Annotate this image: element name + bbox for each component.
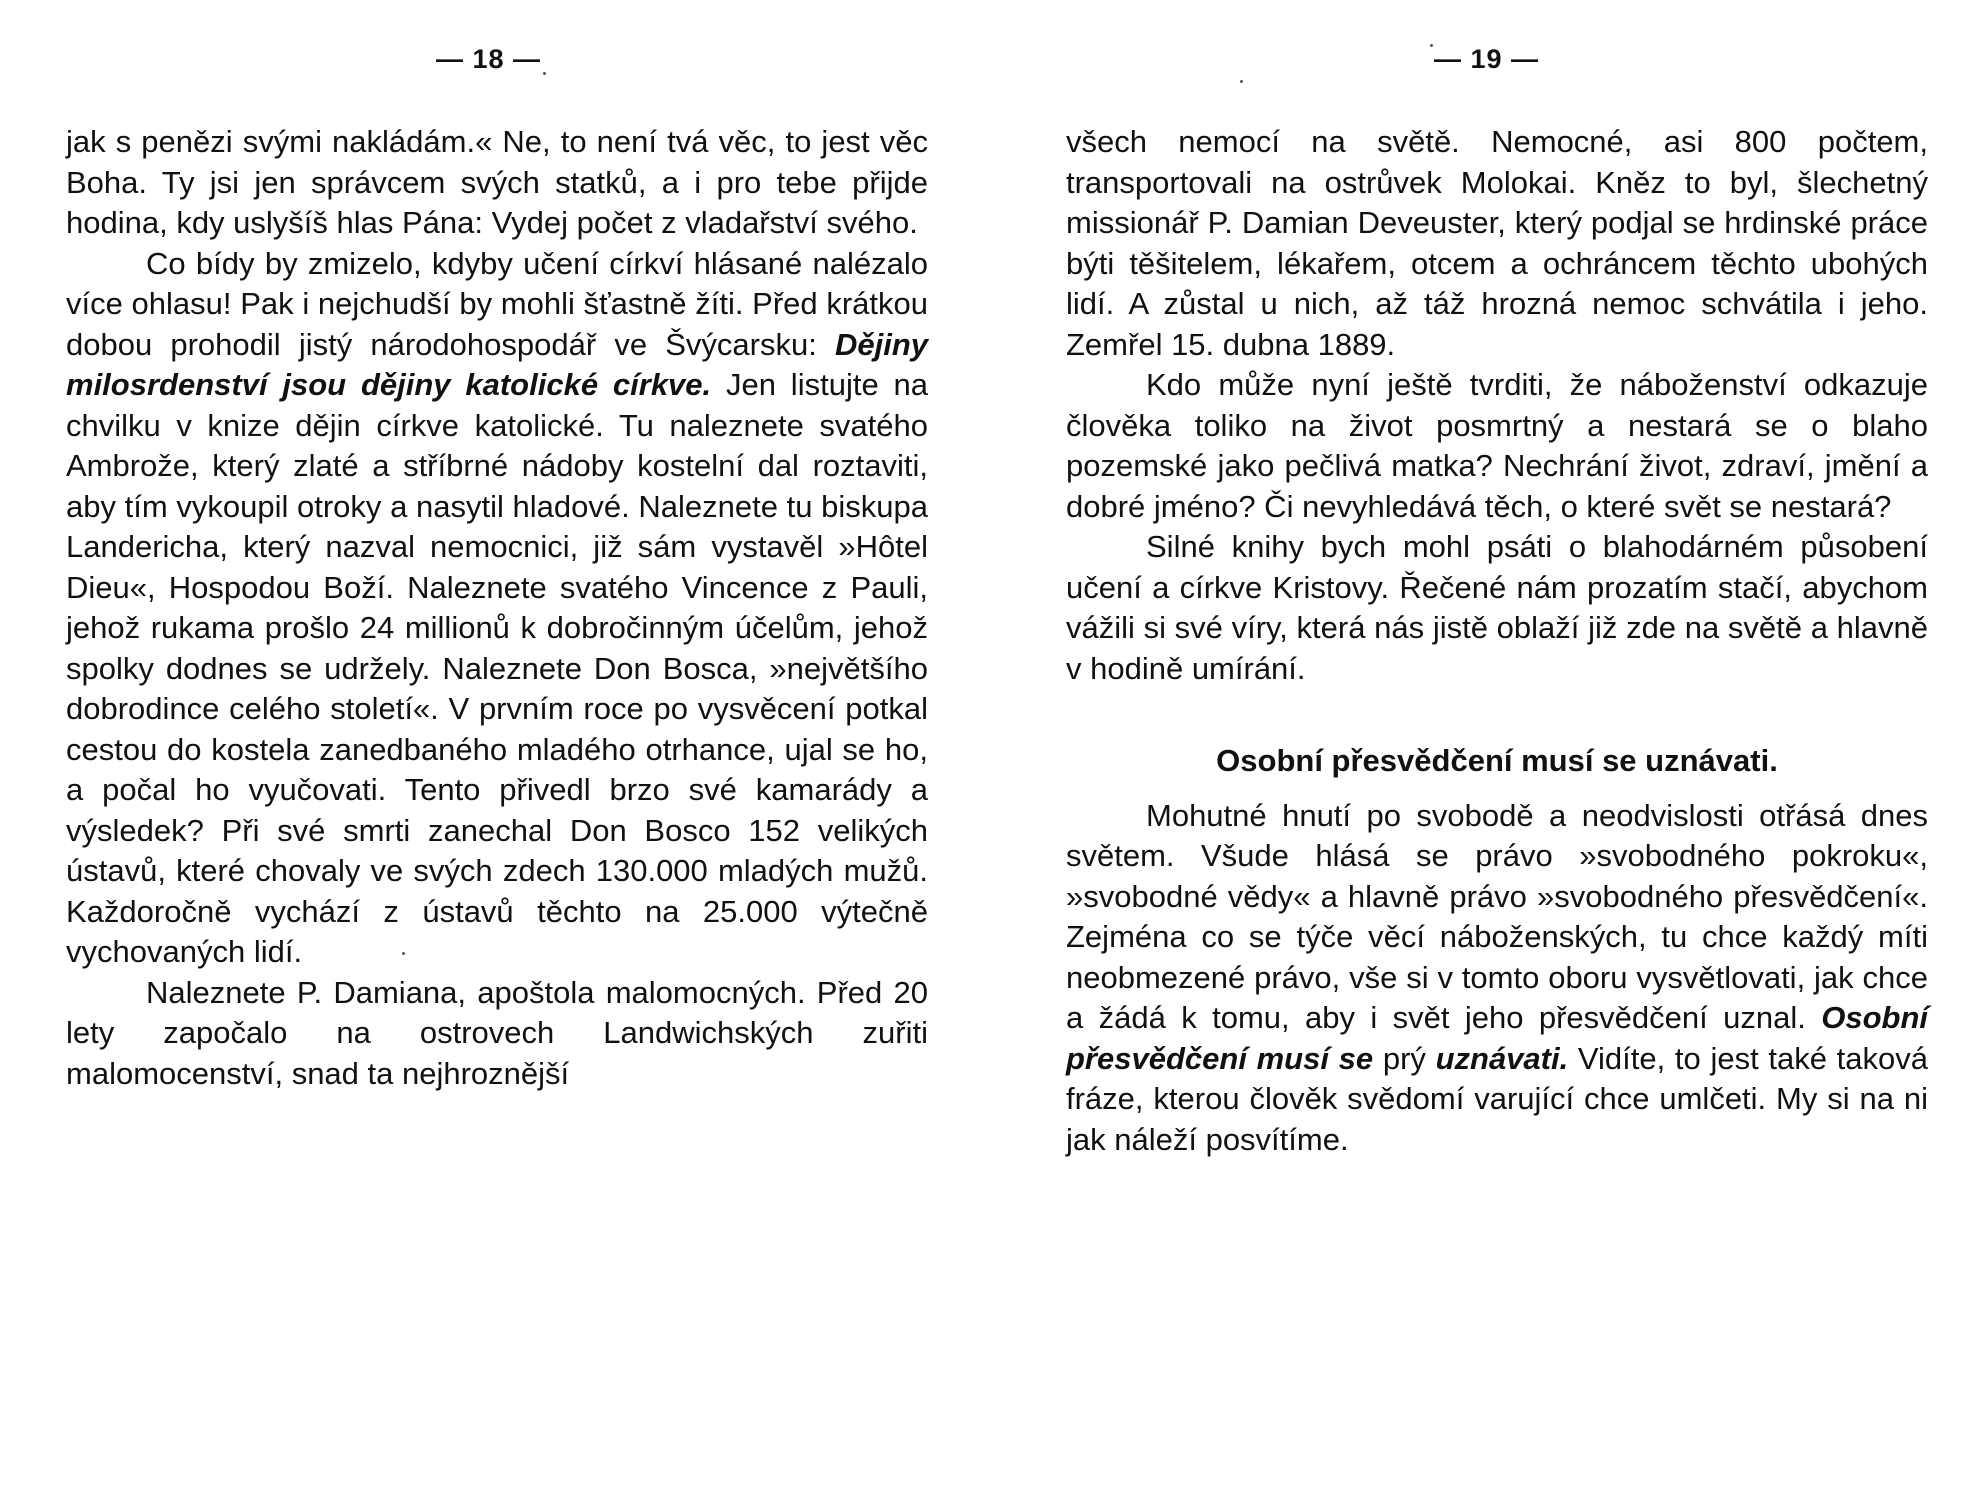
text-run: prý bbox=[1373, 1040, 1436, 1076]
text-run: Vidíte, to jest také taková fráze, kterou člověk svědomí varující chce umlčeti. My si na ni jak náleží posvítíme. bbox=[1066, 1040, 1928, 1157]
text-run: jak s penězi svými nakládám.« Ne, to není tvá věc, to jest věc Boha. Ty jsi jen správcem svých statků, a i pro tebe přijde hodina, kdy uslyšíš hlas Pána: Vydej počet z vladařství svého. bbox=[66, 124, 928, 240]
paper-speck bbox=[402, 952, 405, 955]
paragraph bbox=[1066, 122, 1928, 365]
paragraph bbox=[1066, 796, 1928, 1161]
right-page bbox=[988, 0, 1976, 1500]
text-run: Co bídy by zmizelo, kdyby učení církví hlásané nalézalo více ohlasu! Pak i nejchudší by mohli šťastně žíti. Před krátkou dobou prohodil jistý národohospodář ve Švýcarsku: bbox=[66, 245, 928, 362]
page-number: — 19 — bbox=[1434, 44, 1540, 74]
text-run: Naleznete P. Damiana, apoštola malomocných. Před 20 lety započalo na ostrovech Landwichských zuřiti malomocenství, snad ta nejhroznější bbox=[66, 974, 928, 1091]
text-run: všech nemocí na světě. Nemocné, asi 800 počtem, transportovali na ostrůvek Molokai. Kněz to byl, šlechetný missionář P. Damian Deveuster, který podjal se hrdinské práce býti těšitelem, lékařem, otcem a ochráncem těchto ubohých lidí. A zůstal u nich, až táž hrozná nemoc schvátila i jeho. Zemřel 15. dubna 1889. bbox=[1066, 124, 1928, 362]
text-run: Kdo může nyní ještě tvrditi, že náboženství odkazuje člověka toliko na život posmrtný a nestará se o blaho pozemské jako pečlivá matka? Nechrání život, zdraví, jmění a dobré jméno? Či nevyhledává těch, o které svět se nestará? bbox=[1066, 367, 1928, 524]
italic-phrase: Osobní přesvědčení musí se bbox=[1066, 1000, 1928, 1076]
body-text bbox=[66, 122, 928, 1094]
text-run: Silné knihy bych mohl psáti o blahodárném působení učení a církve Kristovy. Řečené nám prozatím stačí, abychom vážili si své víry, která nás jistě oblaží již zde na světě a hlavně v hodině umírání. bbox=[1066, 529, 1928, 686]
paragraph bbox=[66, 973, 928, 1095]
paragraph bbox=[1066, 527, 1928, 689]
italic-phrase: Dějiny milosrdenství jsou dějiny katolické církve. bbox=[66, 326, 928, 402]
page-number: — 18 — bbox=[436, 44, 542, 74]
paper-speck bbox=[1240, 80, 1243, 83]
paragraph bbox=[1066, 365, 1928, 527]
paragraph bbox=[66, 122, 928, 244]
paragraph bbox=[66, 244, 928, 973]
text-run: Jen listujte na chvilku v knize dějin církve katolické. Tu naleznete svatého Ambrože, který zlaté a stříbrné nádoby kostelní dal roztaviti, aby tím vykoupil otroky a nasytil hladové. Naleznete tu biskupa Landericha, který nazval nemocnici, již sám vystavěl »Hôtel Dieu«, Hospodou Boží. Naleznete svatého Vincence z Pauli, jehož rukama prošlo 24 millionů k dobročinným účelům, jehož spolky dodnes se udržely. Naleznete Don Bosca, »největšího dobrodince celého století«. V prvním roce po vysvěcení potkal cestou do kostela zanedbaného mladého otrhance, ujal se ho, a počal ho vyučovati. Tento přivedl brzo své kamarády a výsledek? Při své smrti zanechal Don Bosco 152 velikých ústavů, které chovaly ve svých zdech 130.000 mladých mužů. Každoročně vychází z ústavů těchto na 25.000 výtečně vychovaných lidí. bbox=[66, 367, 928, 969]
paper-speck bbox=[543, 72, 546, 75]
body-text bbox=[1066, 122, 1928, 1160]
text-run: Mohutné hnutí po svobodě a neodvislosti otřásá dnes světem. Všude hlásá se právo »svobodného pokroku«, »svobodné vědy« a hlavně právo »svobodného přesvědčení«. Zejména co se týče věcí náboženských, tu chce každý míti neobmezené právo, vše si v tomto oboru vysvětlovati, jak chce a žádá k tomu, aby i svět jeho přesvědčení uznal. bbox=[1066, 797, 1928, 1035]
paper-speck bbox=[1430, 44, 1433, 47]
italic-phrase: uznávati. bbox=[1435, 1040, 1569, 1076]
section-heading: Osobní přesvědčení musí se uznávati. bbox=[1216, 743, 1778, 778]
